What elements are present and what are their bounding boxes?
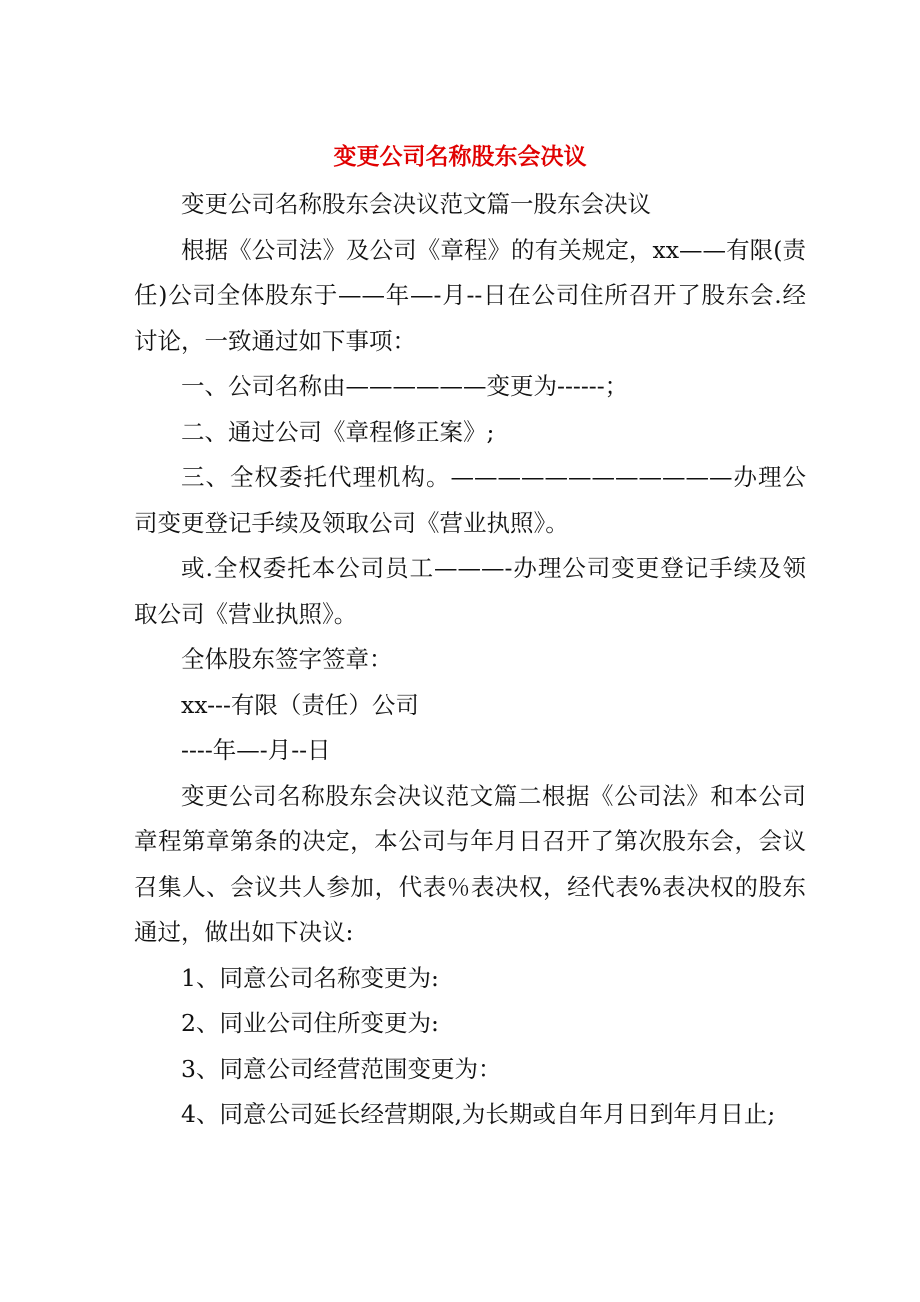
document-title: 变更公司名称股东会决议 — [333, 144, 587, 170]
paragraph-13: 3、同意公司经营范围变更为： — [181, 1054, 502, 1083]
paragraph-6: 或.全权委托本公司员工———-办理公司变更登记手续及领取公司《营业执照》。 — [134, 554, 806, 628]
paragraph-2: 根据《公司法》及公司《章程》的有关规定，xx——有限(责任)公司全体股东于——年—-月--日在公司住所召开了股东会.经讨论，一致通过如下事项： — [134, 235, 806, 355]
paragraph-5: 三、全权委托代理机构。————————————办理公司变更登记手续及领取公司《营业执照》。 — [134, 463, 806, 537]
paragraph-10: 变更公司名称股东会决议范文篇二根据《公司法》和本公司章程第章第条的决定，本公司与年月日召开了第次股东会，会议召集人、会议共人参加，代表％表决权，经代表%表决权的股东通过，做出如下决议: — [134, 781, 806, 946]
paragraph-9: ----年—-月--日 — [181, 736, 331, 764]
paragraph-12: 2、同业公司住所变更为: — [181, 1009, 439, 1037]
paragraph-7: 全体股东签字签章： — [181, 645, 393, 673]
paragraph-3: 一、公司名称由——————变更为------； — [181, 372, 629, 400]
paragraph-14: 4、同意公司延长经营期限,为长期或自年月日到年月日止; — [181, 1100, 776, 1128]
paragraph-1: 变更公司名称股东会决议范文篇一股东会决议 — [181, 190, 651, 218]
paragraph-11: 1、同意公司名称变更为: — [181, 963, 439, 992]
paragraph-4: 二、通过公司《章程修正案》; — [181, 417, 495, 446]
paragraph-8: xx---有限（责任）公司 — [181, 690, 419, 719]
document-body — [134, 182, 806, 1138]
